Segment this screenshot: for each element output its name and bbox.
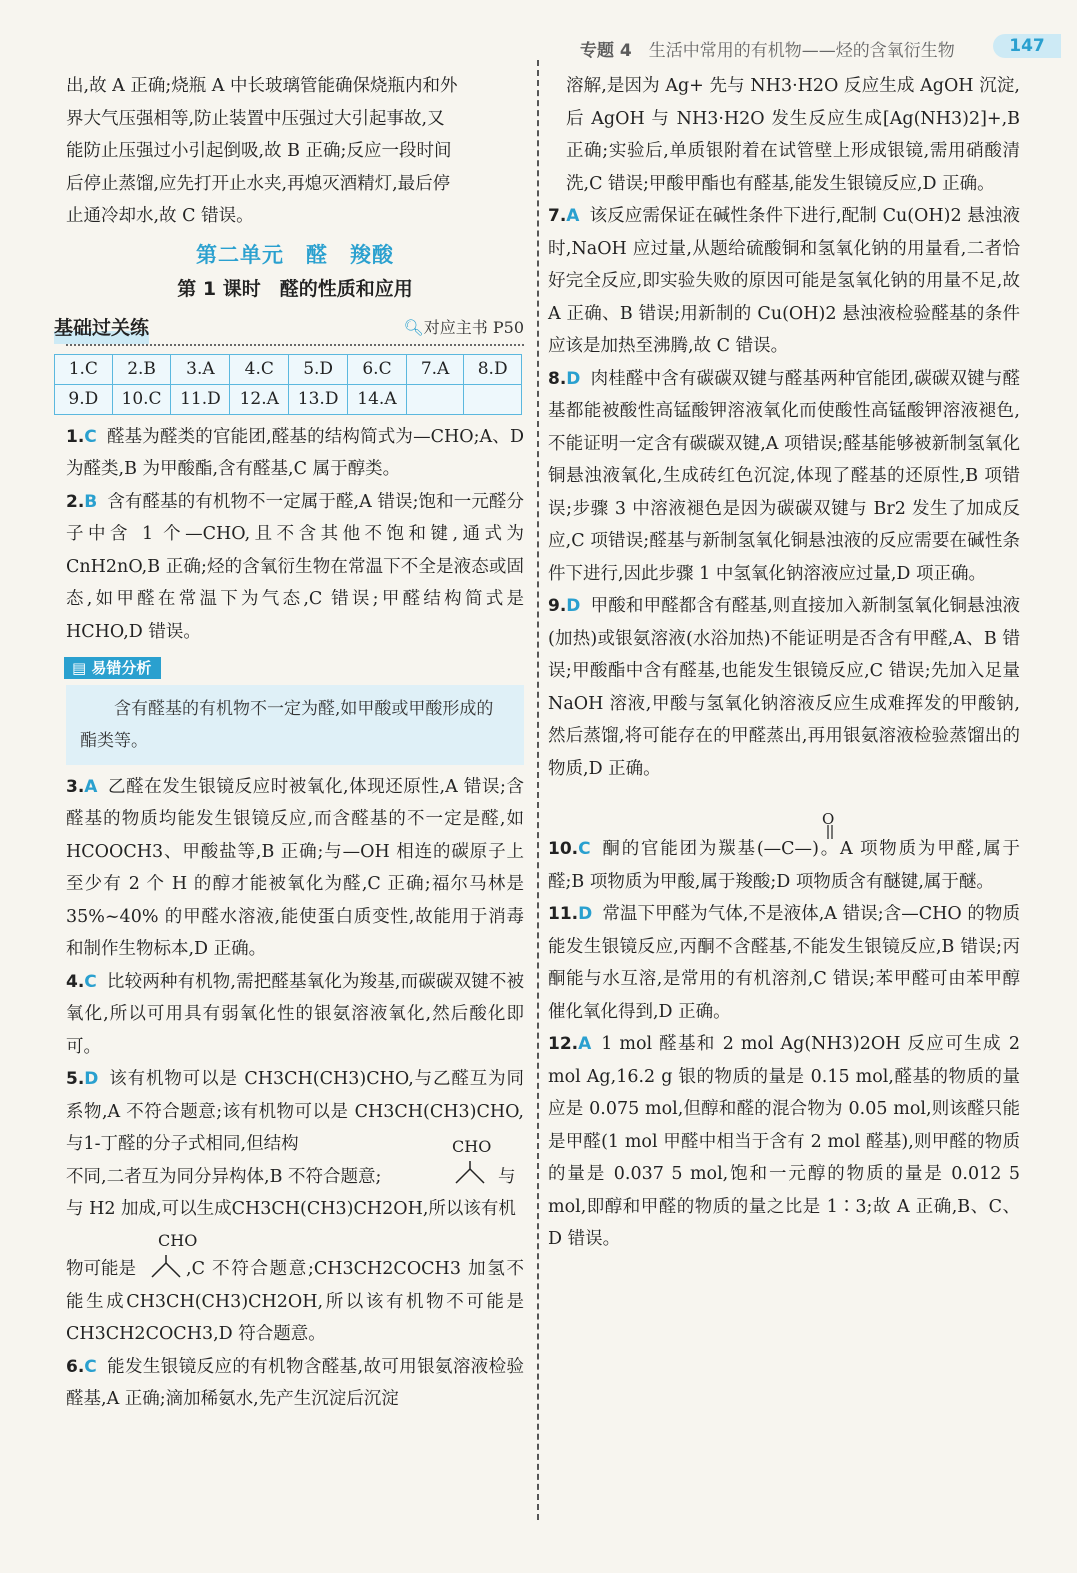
answer-cell: 1.C bbox=[55, 354, 113, 384]
explanation: 含有醛基的有机物不一定属于醛,A 错误;饱和一元醛分子中含 1 个—CHO,且不含其他不饱和键,通式为 CnH2nO,B 正确;烃的含氧衍生物在常温下不全是液态或固态,如甲醛在常温下为气态,C 错误;甲醛结构简式是 HCHO,D 错误。 bbox=[66, 491, 524, 642]
explanation: 1 mol 醛基和 2 mol Ag(NH3)2OH 反应可生成 2 mol Ag,16.2 g 银的物质的量是 0.15 mol,醛基的物质的量应是 0.075 mol,但醇和醛的混合物为 0.05 mol,则该醛只能是甲醛(1 mol 甲醛中相当于含有 2 mol 醛基),则甲醛的物质的量是 0.037 5 mol,饱和一元醇的物质的量是 0.012 5 mol,即醇和甲醛的物质的量之比是 1∶3;故 A 正确,B、C、D 错误。 bbox=[548, 1034, 1020, 1249]
answer-letter: A bbox=[84, 776, 98, 797]
question-6-continued: 溶解,是因为 Ag+ 先与 NH3·H2O 反应生成 AgOH 沉淀,后 AgOH 与 NH3·H2O 发生反应生成[Ag(NH3)2]+,B 正确;实验后,单质银附着在试管壁上形成银镜,需用硝酸清洗,C 错误;甲酸甲酯也有醛基,能发生银镜反应,D 正确。 bbox=[566, 76, 1020, 194]
column-divider bbox=[537, 60, 539, 1520]
explanation: ,C 不符合题意;CH3CH2COCH3 加氢不能生成CH3CH(CH3)CH2OH,所以该有机物不可能是 CH3CH2COCH3,D 符合题意。 bbox=[66, 1259, 524, 1344]
answer-cell: 2.B bbox=[112, 354, 171, 384]
oxygen-label: O bbox=[822, 810, 835, 828]
explanation: 与 H2 加成,可以生成CH3CH(CH3)CH2OH,所以该有机 bbox=[66, 1198, 516, 1219]
page-header bbox=[0, 0, 1077, 61]
question-number: 11. bbox=[548, 904, 579, 924]
answer-cell: 8.D bbox=[464, 354, 522, 384]
page-number: 147 bbox=[993, 34, 1061, 58]
left-column bbox=[54, 70, 524, 1416]
question-8 bbox=[548, 363, 1020, 591]
basic-title: 基础过关练 bbox=[54, 312, 149, 345]
answer-letter: C bbox=[84, 1356, 97, 1377]
answer-letter: D bbox=[566, 596, 581, 616]
question-number: 8. bbox=[548, 368, 567, 389]
tip-text: 含有醛基的有机物不一定为醛,如甲酸或甲酸形成的酯类等。 bbox=[80, 698, 494, 751]
book-icon: ▤ bbox=[72, 659, 87, 677]
question-12 bbox=[548, 1028, 1020, 1256]
answer-cell: 14.A bbox=[348, 384, 407, 414]
explanation: 甲酸和甲醛都含有醛基,则直接加入新制氢氧化铜悬浊液(加热)或银氨溶液(水浴加热)不能证明是否含有甲醛,A、B 错误;甲酸酯中含有醛基,也能发生银镜反应,C 错误;先加入足量 NaOH 溶液,甲酸与氢氧化钠溶液反应生成难挥发的甲酸钠,然后蒸馏,将可能存在的甲醛蒸出,再用银氨溶液检验蒸馏出的物质,D 正确。 bbox=[548, 596, 1020, 779]
answer-row bbox=[55, 354, 522, 384]
explanation: 能发生银镜反应的有机物含醛基,故可用银氨溶液检验醛基,A 正确;滴加稀氨水,先产生沉淀后沉淀 bbox=[66, 1356, 524, 1409]
q5-structure-line: 不同,二者互为同分异构体,B 不符合题意; CHO 与 bbox=[66, 1161, 524, 1193]
answer-cell: 3.A bbox=[171, 354, 230, 384]
double-bond-icon bbox=[824, 825, 836, 839]
explanation: 酮的官能团为羰基( bbox=[600, 839, 764, 859]
header-subject: 生活中常用的有机物——烃的含氧衍生物 bbox=[648, 41, 955, 61]
question-6 bbox=[66, 1351, 524, 1416]
intro-line: 后停止蒸馏,应先打开止水夹,再熄灭酒精灯,最后停 bbox=[66, 173, 451, 194]
intro-line: 止通冷却水,故 C 错误。 bbox=[66, 206, 254, 226]
q5-structure-line-2 bbox=[66, 1225, 524, 1285]
answer-cell: 13.D bbox=[289, 384, 348, 414]
explanation: )。A 项物质为甲醛,属于醛;B 项物质为甲酸,属于羧酸;D 项物质含有醚键,属于醚。 bbox=[548, 839, 1020, 892]
intro-line: 界大气压强相等,防止装置中压强过大引起事故,又 bbox=[66, 108, 445, 129]
question-10 bbox=[548, 833, 1020, 898]
explanation: 该有机物可以是 CH3CH(CH3)CHO,与乙醛互为同系物,A 不符合题意;该有机物可以是 CH3CH(CH3)CHO,与1-丁醛的分子式相同,但结构 bbox=[66, 1069, 524, 1154]
explanation: 不同,二者互为同分异构体,B 不符合题意; bbox=[66, 1166, 382, 1187]
header-topic: 专题 4 bbox=[580, 41, 632, 61]
carbonyl-group: —C— bbox=[763, 839, 813, 859]
answer-letter: C bbox=[84, 426, 97, 447]
right-column bbox=[548, 70, 1020, 1256]
explanation: 乙醛在发生银镜反应时被氧化,体现还原性,A 错误;含醛基的物质均能发生银镜反应,而含醛基的不一定是醛,如 HCOOCH3、甲酸盐等,B 正确;与—OH 相连的碳原子上至少有 2 个 H 的醇才能被氧化为醛,C 正确;福尔马林是 35%~40% 的甲醛水溶液,能使蛋白质变性,故能用于消毒和制作生物标本,D 正确。 bbox=[66, 776, 524, 959]
basic-ref-text: 对应主书 P50 bbox=[423, 317, 524, 337]
answer-letter: C bbox=[578, 839, 591, 859]
cho-label: CHO bbox=[158, 1231, 198, 1250]
tip-label bbox=[64, 657, 161, 679]
lesson-title: 第 1 课时 醛的性质和应用 bbox=[177, 278, 413, 300]
question-number: 2. bbox=[66, 491, 85, 512]
branched-aldehyde-structure bbox=[450, 1159, 490, 1189]
answer-cell: 11.D bbox=[171, 384, 230, 414]
answer-cell: 5.D bbox=[289, 354, 348, 384]
question-9 bbox=[548, 590, 1020, 785]
answer-letter: D bbox=[84, 1069, 99, 1089]
basic-ref bbox=[403, 312, 524, 345]
question-11 bbox=[548, 898, 1020, 1028]
question-number: 6. bbox=[66, 1356, 85, 1377]
question-number: 4. bbox=[66, 971, 85, 992]
answer-letter: A bbox=[566, 206, 580, 226]
answer-letter: C bbox=[84, 971, 97, 992]
answer-table bbox=[54, 354, 522, 415]
intro-line: 出,故 A 正确;烧瓶 A 中长玻璃管能确保烧瓶内和外 bbox=[66, 76, 458, 96]
answer-cell bbox=[406, 384, 463, 414]
answer-letter: B bbox=[84, 491, 98, 512]
question-number: 10. bbox=[548, 839, 579, 859]
tip-label-text: 易错分析 bbox=[91, 659, 152, 677]
tip-box bbox=[66, 685, 524, 765]
question-number: 3. bbox=[66, 776, 85, 797]
explanation: 物可能是 bbox=[66, 1259, 136, 1279]
answer-cell: 7.A bbox=[406, 354, 463, 384]
answer-cell: 9.D bbox=[55, 384, 113, 414]
question-number: 1. bbox=[66, 426, 85, 447]
unit-title: 第二单元 醛 羧酸 bbox=[196, 242, 394, 267]
question-4 bbox=[66, 966, 524, 1064]
cyclic-aldehyde-structure bbox=[148, 1253, 184, 1283]
search-icon: 🔍︎ bbox=[403, 317, 424, 337]
answer-letter: D bbox=[578, 904, 593, 924]
answer-cell bbox=[464, 384, 522, 414]
question-3 bbox=[66, 771, 524, 966]
answer-letter: D bbox=[566, 368, 581, 389]
answer-cell: 10.C bbox=[112, 384, 171, 414]
cho-label: CHO bbox=[452, 1136, 492, 1156]
basic-section-header bbox=[54, 310, 524, 346]
question-number: 9. bbox=[548, 596, 567, 616]
explanation: 醛基为醛类的官能团,醛基的结构简式为—CHO;A、D 为醛类,B 为甲酸酯,含有醛基,C 属于醇类。 bbox=[66, 426, 524, 479]
question-7 bbox=[548, 200, 1020, 363]
question-number: 7. bbox=[548, 206, 567, 226]
question-2 bbox=[66, 486, 524, 649]
tip-block bbox=[66, 652, 524, 765]
question-number: 12. bbox=[548, 1034, 579, 1054]
explanation: 肉桂醛中含有碳碳双键与醛基两种官能团,碳碳双键与醛基都能被酸性高锰酸钾溶液氧化而使酸性高锰酸钾溶液褪色,不能证明一定含有碳碳双键,A 项错误;醛基能够被新制氢氧化铜悬浊液氧化,生成砖红色沉淀,体现了醛基的还原性,B 项错误;步骤 3 中溶液褪色是因为碳碳双键与 Br2 发生了加成反应,C 项错误;醛基与新制氢氧化铜悬浊液的反应需要在碱性条件下进行,因此步骤 1 中氢氧化钠溶液应过量,D 项正确。 bbox=[548, 368, 1020, 584]
question-number: 5. bbox=[66, 1069, 85, 1089]
explanation: 该反应需保证在碱性条件下进行,配制 Cu(OH)2 悬浊液时,NaOH 应过量,从题给硫酸铜和氢氧化钠的用量看,二者恰好完全反应,即实验失败的原因可能是氢氧化钠的用量不足,故 A 正确、B 错误;用新制的 Cu(OH)2 悬浊液检验醛基的条件应该是加热至沸腾,故 C 错误。 bbox=[548, 206, 1020, 356]
intro-line: 能防止压强过小引起倒吸,故 B 正确;反应一段时间 bbox=[66, 141, 452, 161]
header-title bbox=[580, 36, 955, 61]
q10-carbonyl-header bbox=[548, 799, 1020, 833]
answer-cell: 4.C bbox=[230, 354, 289, 384]
answer-letter: A bbox=[578, 1034, 592, 1054]
question-1 bbox=[66, 421, 524, 486]
answer-cell: 6.C bbox=[348, 354, 407, 384]
answer-row bbox=[55, 384, 522, 414]
explanation: 比较两种有机物,需把醛基氧化为羧基,而碳碳双键不被氧化,所以可用具有弱氧化性的银氨溶液氧化,然后酸化即可。 bbox=[66, 971, 524, 1057]
explanation: 常温下甲醛为气体,不是液体,A 错误;含—CHO 的物质能发生银镜反应,丙酮不含醛基,不能发生银镜反应,B 错误;丙酮能与水互溶,是常用的有机溶剂,C 错误;苯甲醛可由苯甲醇催化氧化得到,D 正确。 bbox=[548, 904, 1020, 1022]
answer-cell: 12.A bbox=[230, 384, 289, 414]
